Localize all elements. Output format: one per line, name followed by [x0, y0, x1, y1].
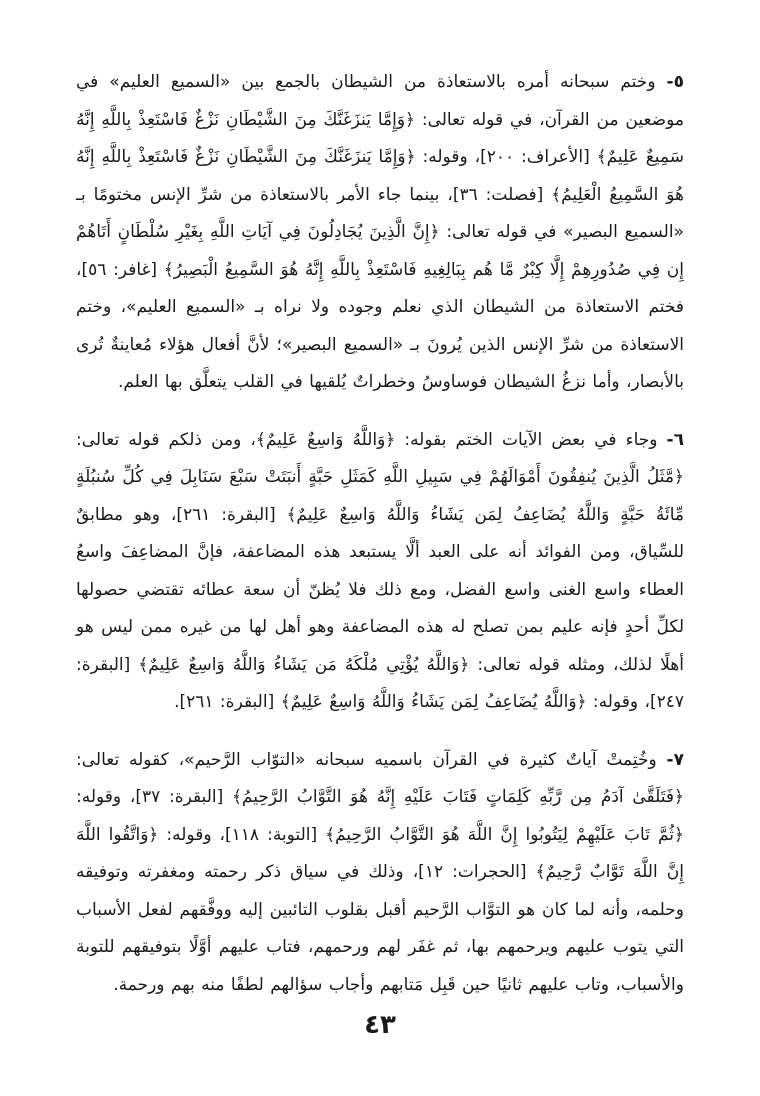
book-page — [76, 64, 684, 1096]
paragraph-text: وجاء في بعض الآيات الختم بقوله: ﴿وَاللَّهُ وَاسِعٌ عَلِيمٌ﴾، ومن ذلكم قوله تعالى: ﴿مَّثَلُ الَّذِينَ يُنفِقُونَ أَمْوَالَهُمْ فِي سَبِيلِ اللَّهِ كَمَثَلِ حَبَّةٍ أَنبَتَتْ سَبْعَ سَنَابِلَ فِي كُلِّ سُنبُلَةٍ مِّائَةُ حَبَّةٍ وَاللَّهُ يُضَاعِفُ لِمَن يَشَاءُ وَاللَّهُ وَاسِعٌ عَلِيمٌ﴾ [البقرة: ٢٦١]، وهو مطابقٌ للسِّياق، ومن الفوائد أنه على العبد ألَّا يستبعد هذه المضاعفة، فإنَّ المضاعِفَ واسعُ العطاء واسع الغنى واسع الفضل، ومع ذلك فلا يُظنّ أن سعة عطائه تقتضي حصولها لكلِّ أحدٍ فإنه عليم بمن تصلح له هذه المضاعفة وهو أهل لها من غيره ممن ليس هو أهلًا لذلك، ومثله قوله تعالى: ﴿وَاللَّهُ يُؤْتِي مُلْكَهُ مَن يَشَاءُ وَاللَّهُ وَاسِعٌ عَلِيمٌ﴾ [البقرة: ٢٤٧]، وقوله: ﴿وَاللَّهُ يُضَاعِفُ لِمَن يَشَاءُ وَاللَّهُ وَاسِعٌ عَلِيمٌ﴾ [البقرة: ٢٦١]. — [76, 429, 684, 712]
paragraph-text: وختم سبحانه أمره بالاستعاذة من الشيطان بالجمع بين «السميع العليم» في موضعين من القرآن، في قوله تعالى: ﴿وَإِمَّا يَنزَغَنَّكَ مِنَ الشَّيْطَانِ نَزْغٌ فَاسْتَعِذْ بِاللَّهِ إِنَّهُ سَمِيعٌ عَلِيمٌ﴾ [الأعراف: ٢٠٠]، وقوله: ﴿وَإِمَّا يَنزَغَنَّكَ مِنَ الشَّيْطَانِ نَزْغٌ فَاسْتَعِذْ بِاللَّهِ إِنَّهُ هُوَ السَّمِيعُ الْعَلِيمُ﴾ [فصلت: ٣٦]، بينما جاء الأمر بالاستعاذة من شرِّ الإنس مختومًا بـ «السميع البصير» في قوله تعالى: ﴿إِنَّ الَّذِينَ يُجَادِلُونَ فِي آيَاتِ اللَّهِ بِغَيْرِ سُلْطَانٍ أَتَاهُمْ إِن فِي صُدُورِهِمْ إِلَّا كِبْرٌ مَّا هُم بِبَالِغِيهِ فَاسْتَعِذْ بِاللَّهِ إِنَّهُ هُوَ السَّمِيعُ الْبَصِيرُ﴾ [غافر: ٥٦]، فختم الاستعاذة من الشيطان الذي نعلم وجوده ولا نراه بـ «السميع العليم»، وختم الاستعاذة من شرِّ الإنس الذين يُرونَ بـ «السميع البصير»؛ لأنَّ أفعال هؤلاء مُعاينةٌ تُرى بالأبصار، وأما نزغُ الشيطان فوساوسُ وخطراتٌ يُلقيها في القلب يتعلَّق بها العلم. — [76, 72, 684, 392]
paragraph-number: ٥- — [666, 72, 684, 92]
paragraph-5 — [76, 64, 684, 402]
page-number: ٤٣ — [364, 1010, 396, 1040]
paragraph-number: ٧- — [666, 749, 684, 770]
paragraph-text: وخُتِمتْ آياتٌ كثيرة في القرآن باسميه سبحانه «التوّاب الرَّحيم»، كقوله تعالى: ﴿فَتَلَقَّىٰ آدَمُ مِن رَّبِّهِ كَلِمَاتٍ فَتَابَ عَلَيْهِ إِنَّهُ هُوَ التَّوَّابُ الرَّحِيمُ﴾ [البقرة: ٣٧]، وقوله: ﴿ثُمَّ تَابَ عَلَيْهِمْ لِيَتُوبُوا إِنَّ اللَّهَ هُوَ التَّوَّابُ الرَّحِيمُ﴾ [التوبة: ١١٨]، وقوله: ﴿وَاتَّقُوا اللَّهَ إِنَّ اللَّهَ تَوَّابٌ رَّحِيمٌ﴾ [الحجرات: ١٢]، وذلك في سياق ذكر رحمته ومغفرته وتوفيقه وحلمه، وأنه لما كان هو التوَّاب الرَّحيم أقبل بقلوب التائبين إليه ووفَّقهم لفعل الأسباب التي يتوب عليهم ويرحمهم بها، ثم غفَر لهم ورحمهم، فتاب عليهم أوَّلًا بتوفيقهم للتوبة والأسباب، وتاب عليهم ثانيًا حين قَبِل مَتابهم وأجاب سؤالهم لطفًا منه بهم ورحمة. — [76, 749, 684, 995]
paragraph-6 — [76, 422, 684, 722]
paragraph-7 — [76, 742, 684, 1005]
paragraph-number: ٦- — [666, 429, 684, 450]
